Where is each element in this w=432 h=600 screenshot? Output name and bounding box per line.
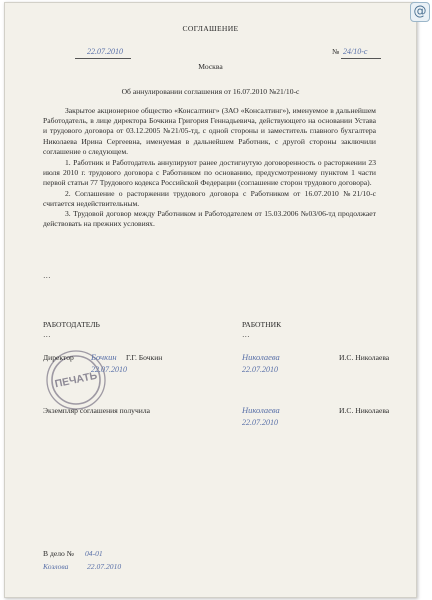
copy-received-label: Экземпляр соглашения получила: [43, 406, 151, 415]
copy-received-date: 22.07.2010: [242, 418, 278, 427]
filing-case-number: 04-01: [85, 549, 103, 558]
document-page: [4, 2, 417, 598]
body-ellipsis: …: [43, 271, 51, 280]
employer-ellipsis: …: [43, 330, 51, 339]
copy-received-name: И.С. Николаева: [339, 406, 390, 415]
employee-heading: РАБОТНИК: [242, 320, 282, 329]
employer-name: Г.Г. Бочкин: [126, 353, 163, 362]
employer-signature: Бочкин: [91, 352, 117, 362]
employer-sign-date: 22.07.2010: [91, 365, 127, 374]
document-number: 24/10-с: [343, 47, 368, 56]
number-label: №: [332, 47, 340, 56]
at-sign-icon[interactable]: @: [410, 2, 430, 22]
filing-date: 22.07.2010: [87, 562, 122, 571]
clause-2: 2. Соглашение о расторжении трудового договора с Работником от 16.07.2010 №21/10-с считается недействительным.: [43, 188, 376, 208]
employee-signature: Николаева: [242, 352, 280, 362]
clause-1: 1. Работник и Работодатель аннулируют ранее достигнутую договоренность о расторжении 23 июля 2010 г. трудового договора с Работником по основанию, предусмотренному пунктом 1 части первой статьи 77 Трудового кодекса Российской Федерации (соглашение сторон трудового договора).: [43, 158, 376, 188]
copy-received-signature: Николаева: [242, 405, 280, 415]
intro-paragraph: Закрытое акционерное общество «Консалтинг» (ЗАО «Консалтинг»), именуемое в дальнейшем Работодатель, в лице директора Бочкина Григория Геннадьевича, действующего на основании Устава и трудового договора от 03.12.2005 №21/05-тд, с одной стороны и заместитель главного бухгалтера Николаева Ирина Сергеевна, именуемая в дальнейшем Работник, с другой стороны заключили соглашение о следующем.: [43, 106, 376, 156]
clause-3: 3. Трудовой договор между Работником и Работодателем от 15.03.2006 №03/06-тд продолжает действовать на прежних условиях.: [43, 209, 376, 229]
employee-name: И.С. Николаева: [339, 353, 390, 362]
stamp-text: ПЕЧАТЬ: [53, 369, 99, 391]
document-title: СОГЛАШЕНИЕ: [182, 24, 239, 33]
document-city: Москва: [198, 62, 223, 71]
date-underline: [75, 58, 131, 59]
filing-label: В дело №: [43, 549, 74, 558]
document-body: [43, 106, 376, 229]
number-underline: [341, 58, 381, 59]
employee-ellipsis: …: [242, 330, 250, 339]
filing-signature: Козлова: [43, 562, 69, 571]
employer-position: Директор: [43, 353, 74, 362]
document-date: 22.07.2010: [87, 47, 123, 56]
employer-heading: РАБОТОДАТЕЛЬ: [43, 320, 100, 329]
employee-sign-date: 22.07.2010: [242, 365, 278, 374]
document-subject: Об аннулировании соглашения от 16.07.2010 №21/10-с: [121, 87, 300, 96]
